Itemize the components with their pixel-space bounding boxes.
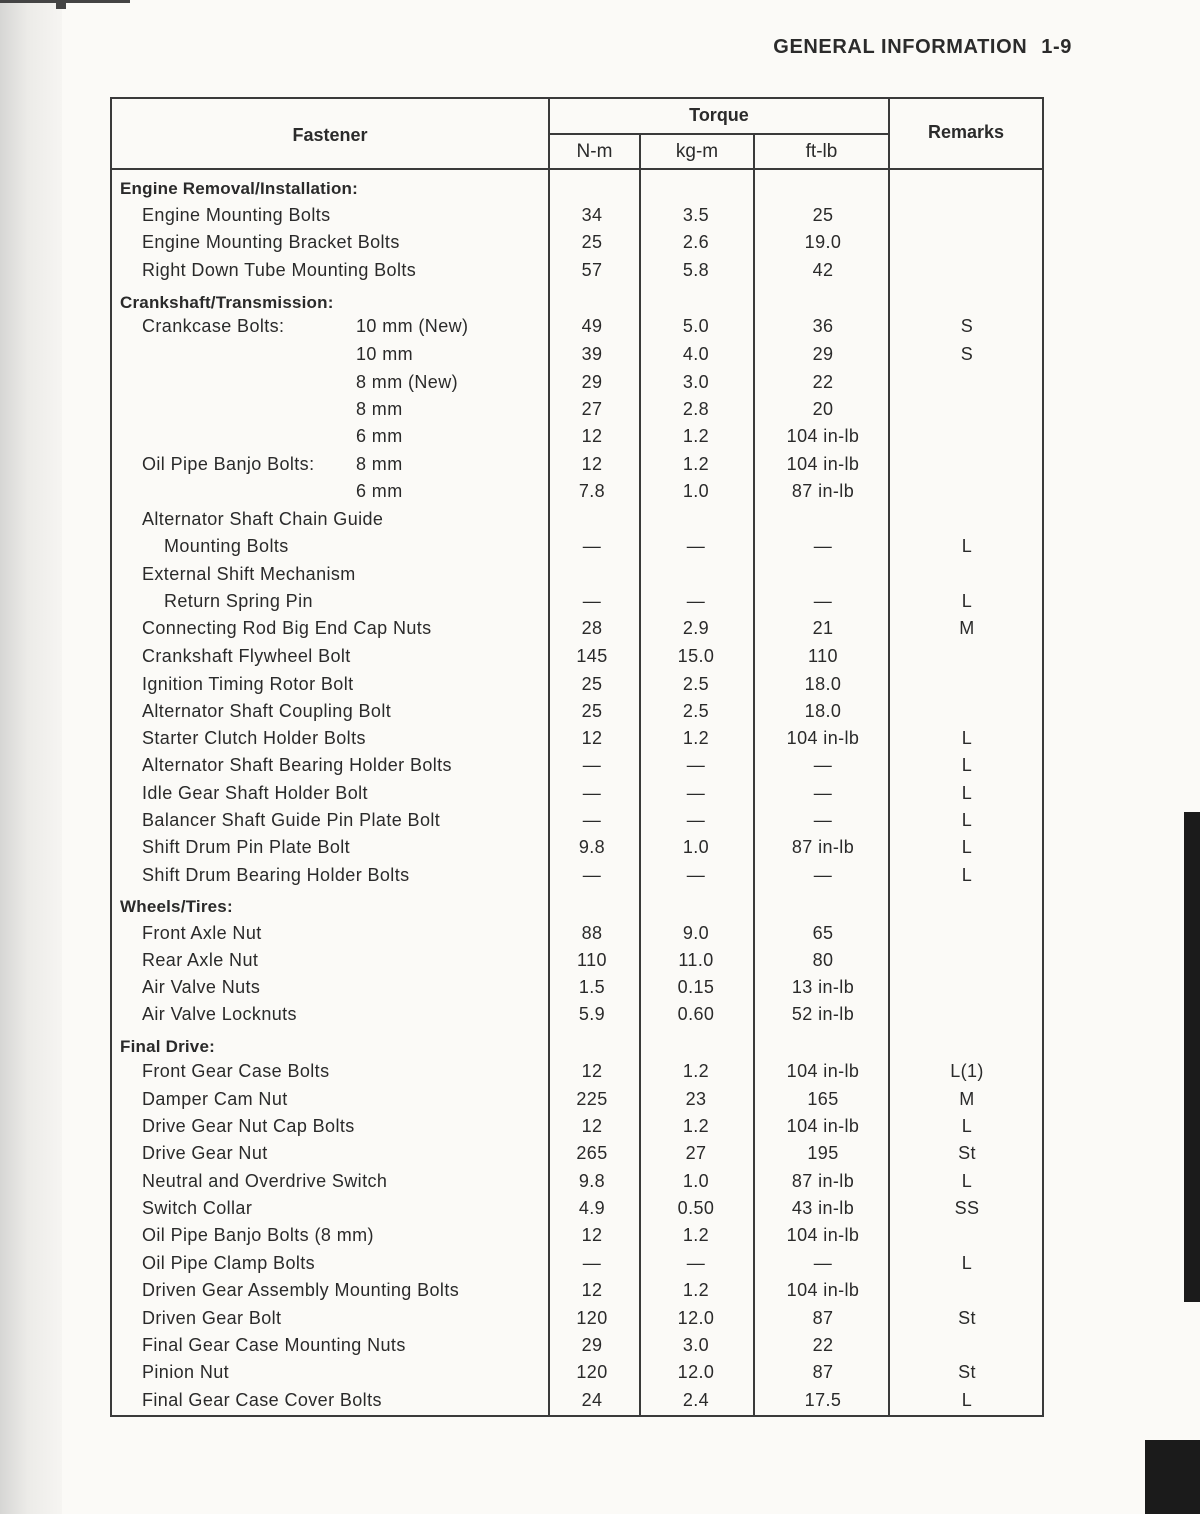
- torque-kgm: 1.2: [682, 454, 710, 474]
- section-title: GENERAL INFORMATION: [773, 36, 1028, 58]
- fastener-name: Engine Removal/Installation:: [120, 179, 358, 198]
- fastener-name: Alternator Shaft Bearing Holder Bolts: [142, 755, 452, 775]
- table-row: [112, 1195, 1042, 1222]
- fastener-name: Alternator Shaft Chain Guide: [142, 509, 384, 529]
- torque-kgm: 12.0: [677, 1362, 715, 1382]
- remarks-code: L: [961, 1116, 973, 1136]
- torque-nm: 9.8: [578, 1171, 606, 1191]
- torque-ftlb: 87: [812, 1308, 834, 1328]
- fastener-name: Pinion Nut: [142, 1362, 230, 1382]
- fastener-size: 8 mm: [356, 399, 403, 419]
- torque-nm: 25: [581, 232, 603, 252]
- torque-kgm: 1.2: [682, 1116, 710, 1136]
- torque-kgm: —: [686, 865, 706, 885]
- table-row: [112, 643, 1042, 670]
- table-row: [112, 202, 1042, 229]
- fastener-name: Final Drive:: [120, 1037, 215, 1056]
- table-row: [112, 698, 1042, 725]
- table-row: [112, 862, 1042, 889]
- table-section-header: [112, 893, 1042, 920]
- table-row: [112, 780, 1042, 807]
- torque-ftlb: 18.0: [804, 674, 842, 694]
- torque-ftlb: 104 in-lb: [786, 454, 860, 474]
- remarks-code: L: [961, 1171, 973, 1191]
- torque-nm: —: [582, 810, 602, 830]
- torque-ftlb: 42: [812, 260, 834, 280]
- torque-nm: 12: [581, 1116, 603, 1136]
- table-row: [112, 1001, 1042, 1028]
- remarks-code: M: [959, 618, 975, 638]
- torque-ftlb: 110: [808, 646, 838, 666]
- torque-nm: 28: [581, 618, 603, 638]
- fastener-size: 8 mm (New): [356, 372, 458, 392]
- table-row: [112, 533, 1042, 560]
- torque-kgm: —: [686, 536, 706, 556]
- fastener-name: Neutral and Overdrive Switch: [142, 1171, 388, 1191]
- torque-nm: 12: [581, 1061, 603, 1081]
- torque-kgm: 12.0: [677, 1308, 715, 1328]
- torque-nm: 29: [581, 372, 603, 392]
- torque-nm: 27: [581, 399, 603, 419]
- remarks-code: L: [961, 783, 973, 803]
- torque-ftlb: 22: [812, 1335, 834, 1355]
- torque-nm: 12: [581, 426, 603, 446]
- torque-kgm: 2.9: [682, 618, 710, 638]
- torque-ftlb: 104 in-lb: [786, 1280, 860, 1300]
- torque-kgm: 2.4: [682, 1390, 710, 1410]
- table-section-header: [112, 175, 1042, 202]
- remarks-code: L: [961, 591, 973, 611]
- table-row: [112, 671, 1042, 698]
- table-row: [112, 369, 1042, 396]
- remarks-code: L: [961, 755, 973, 775]
- fastener-name: Crankcase Bolts:: [142, 316, 285, 336]
- table-row: [112, 257, 1042, 284]
- table-row: [112, 974, 1042, 1001]
- torque-ftlb: 65: [812, 923, 834, 943]
- torque-kgm: —: [686, 783, 706, 803]
- fastener-name: Driven Gear Bolt: [142, 1308, 282, 1328]
- torque-ftlb: 21: [812, 618, 834, 638]
- torque-ftlb: —: [813, 1253, 833, 1273]
- table-row: [112, 561, 1042, 588]
- fastener-name: Switch Collar: [142, 1198, 253, 1218]
- torque-kgm: 1.0: [682, 1171, 710, 1191]
- table-row: [112, 1140, 1042, 1167]
- torque-nm: 12: [581, 1225, 603, 1245]
- fastener-name: Alternator Shaft Coupling Bolt: [142, 701, 392, 721]
- header-remarks: Remarks: [927, 122, 1005, 142]
- torque-ftlb: 104 in-lb: [786, 1225, 860, 1245]
- torque-nm: 110: [577, 950, 607, 970]
- torque-nm: 57: [581, 260, 603, 280]
- fastener-name: Ignition Timing Rotor Bolt: [142, 674, 354, 694]
- remarks-code: L: [961, 810, 973, 830]
- torque-kgm: 5.8: [682, 260, 710, 280]
- torque-kgm: 2.8: [682, 399, 710, 419]
- remarks-code: M: [959, 1089, 975, 1109]
- torque-nm: 49: [581, 316, 603, 336]
- torque-nm: 265: [576, 1143, 608, 1163]
- torque-kgm: 2.6: [682, 232, 710, 252]
- torque-kgm: 0.15: [677, 977, 715, 997]
- table-row: [112, 1058, 1042, 1085]
- torque-ftlb: 18.0: [804, 701, 842, 721]
- torque-ftlb: 80: [812, 950, 834, 970]
- torque-nm: —: [582, 865, 602, 885]
- torque-ftlb: 29: [812, 344, 834, 364]
- torque-kgm: 1.2: [682, 1061, 710, 1081]
- torque-kgm: 15.0: [677, 646, 715, 666]
- torque-ftlb: —: [813, 591, 833, 611]
- torque-nm: 120: [576, 1308, 608, 1328]
- fastener-name: Front Axle Nut: [142, 923, 262, 943]
- torque-ftlb: 104 in-lb: [786, 426, 860, 446]
- table-row: [112, 478, 1042, 505]
- remarks-code: S: [960, 344, 974, 364]
- torque-nm: 39: [581, 344, 603, 364]
- fastener-name: Air Valve Locknuts: [142, 1004, 297, 1024]
- torque-ftlb: 104 in-lb: [786, 1116, 860, 1136]
- torque-ftlb: —: [813, 536, 833, 556]
- table-row: [112, 1250, 1042, 1277]
- table-section-header: [112, 289, 1042, 316]
- table-row: [112, 1222, 1042, 1249]
- torque-kgm: 11.0: [678, 950, 714, 970]
- torque-nm: 25: [581, 701, 603, 721]
- torque-ftlb: 22: [812, 372, 834, 392]
- table-row: [112, 834, 1042, 861]
- torque-ftlb: 17.5: [804, 1390, 842, 1410]
- torque-ftlb: 195: [807, 1143, 839, 1163]
- torque-ftlb: 104 in-lb: [786, 728, 860, 748]
- remarks-code: St: [958, 1362, 976, 1382]
- torque-kgm: 23: [685, 1089, 707, 1109]
- torque-kgm: 2.5: [682, 674, 710, 694]
- table-row: [112, 807, 1042, 834]
- remarks-code: St: [958, 1143, 976, 1163]
- table-row: [112, 1359, 1042, 1386]
- torque-ftlb: 165: [807, 1089, 839, 1109]
- torque-nm: 7.8: [578, 481, 606, 501]
- torque-nm: 88: [581, 923, 603, 943]
- fastener-name: Connecting Rod Big End Cap Nuts: [142, 618, 432, 638]
- torque-nm: 12: [581, 1280, 603, 1300]
- header-fastener: Fastener: [292, 125, 368, 145]
- fastener-name: Front Gear Case Bolts: [142, 1061, 330, 1081]
- torque-kgm: 1.2: [682, 1280, 710, 1300]
- torque-kgm: —: [686, 810, 706, 830]
- remarks-code: L: [961, 1390, 973, 1410]
- torque-ftlb: —: [813, 865, 833, 885]
- table-section-header: [112, 1033, 1042, 1060]
- fastener-name: Mounting Bolts: [164, 536, 289, 556]
- fastener-name: Engine Mounting Bolts: [142, 205, 331, 225]
- fastener-name: External Shift Mechanism: [142, 564, 356, 584]
- torque-kgm: 3.0: [682, 372, 710, 392]
- torque-ftlb: 36: [812, 316, 834, 336]
- torque-nm: 1.5: [578, 977, 606, 997]
- torque-kgm: 27: [685, 1143, 707, 1163]
- torque-ftlb: 13 in-lb: [791, 977, 855, 997]
- table-row: [112, 1387, 1042, 1414]
- torque-nm: —: [582, 536, 602, 556]
- remarks-code: L: [961, 536, 973, 556]
- torque-ftlb: 20: [812, 399, 834, 419]
- torque-kgm: —: [686, 1253, 706, 1273]
- fastener-name: Balancer Shaft Guide Pin Plate Bolt: [142, 810, 441, 830]
- fastener-size: 8 mm: [356, 454, 403, 474]
- table-row: [112, 1086, 1042, 1113]
- torque-kgm: 1.2: [682, 426, 710, 446]
- torque-kgm: 0.50: [677, 1198, 715, 1218]
- fastener-name: Drive Gear Nut Cap Bolts: [142, 1116, 355, 1136]
- torque-kgm: —: [686, 591, 706, 611]
- fastener-name: Drive Gear Nut: [142, 1143, 268, 1163]
- header-unit-kgm: kg-m: [675, 141, 719, 162]
- fastener-name: Air Valve Nuts: [142, 977, 261, 997]
- table-row: [112, 229, 1042, 256]
- torque-kgm: 1.0: [682, 837, 710, 857]
- torque-ftlb: 87: [812, 1362, 834, 1382]
- torque-kgm: 2.5: [682, 701, 710, 721]
- fastener-size: 6 mm: [356, 426, 403, 446]
- table-row: [112, 1277, 1042, 1304]
- torque-nm: 145: [576, 646, 608, 666]
- torque-ftlb: 43 in-lb: [791, 1198, 855, 1218]
- torque-nm: 12: [581, 454, 603, 474]
- torque-ftlb: —: [813, 755, 833, 775]
- torque-nm: 225: [576, 1089, 608, 1109]
- table-row: [112, 920, 1042, 947]
- torque-ftlb: —: [813, 810, 833, 830]
- torque-kgm: 1.2: [682, 1225, 710, 1245]
- remarks-code: L: [961, 837, 973, 857]
- torque-kgm: 4.0: [682, 344, 710, 364]
- torque-nm: 29: [581, 1335, 603, 1355]
- fastener-name: Oil Pipe Clamp Bolts: [142, 1253, 316, 1273]
- torque-ftlb: —: [813, 783, 833, 803]
- fastener-name: Right Down Tube Mounting Bolts: [142, 260, 417, 280]
- torque-kgm: 0.60: [677, 1004, 715, 1024]
- fastener-name: Rear Axle Nut: [142, 950, 259, 970]
- fastener-name: Final Gear Case Mounting Nuts: [142, 1335, 406, 1355]
- fastener-name: Oil Pipe Banjo Bolts (8 mm): [142, 1225, 374, 1245]
- fastener-name: Damper Cam Nut: [142, 1089, 288, 1109]
- table-row: [112, 341, 1042, 368]
- table-row: [112, 1113, 1042, 1140]
- fastener-size: 10 mm (New): [356, 316, 469, 336]
- torque-ftlb: 25: [812, 205, 834, 225]
- table-row: [112, 752, 1042, 779]
- header-unit-nm: N-m: [576, 141, 613, 162]
- fastener-name: Starter Clutch Holder Bolts: [142, 728, 366, 748]
- fastener-name: Shift Drum Bearing Holder Bolts: [142, 865, 410, 885]
- fastener-name: Shift Drum Pin Plate Bolt: [142, 837, 351, 857]
- torque-nm: —: [582, 783, 602, 803]
- fastener-name: Final Gear Case Cover Bolts: [142, 1390, 382, 1410]
- torque-nm: 34: [581, 205, 603, 225]
- remarks-code: L: [961, 865, 973, 885]
- torque-nm: 25: [581, 674, 603, 694]
- table-row: [112, 451, 1042, 478]
- torque-nm: 12: [581, 728, 603, 748]
- fastener-name: Return Spring Pin: [164, 591, 313, 611]
- torque-kgm: 3.5: [682, 205, 710, 225]
- torque-ftlb: 104 in-lb: [786, 1061, 860, 1081]
- page-number: 1-9: [1041, 36, 1072, 58]
- torque-nm: 5.9: [578, 1004, 606, 1024]
- fastener-name: Crankshaft/Transmission:: [120, 293, 334, 312]
- torque-nm: 24: [581, 1390, 603, 1410]
- remarks-code: L(1): [950, 1061, 984, 1081]
- table-row: [112, 725, 1042, 752]
- table-row: [112, 1305, 1042, 1332]
- fastener-name: Crankshaft Flywheel Bolt: [142, 646, 351, 666]
- fastener-name: Engine Mounting Bracket Bolts: [142, 232, 400, 252]
- torque-kgm: 1.0: [682, 481, 710, 501]
- fastener-name: Oil Pipe Banjo Bolts:: [142, 454, 315, 474]
- torque-nm: 4.9: [578, 1198, 606, 1218]
- torque-nm: —: [582, 591, 602, 611]
- header-unit-ftlb: ft-lb: [805, 141, 838, 162]
- remarks-code: L: [961, 1253, 973, 1273]
- remarks-code: L: [961, 728, 973, 748]
- torque-ftlb: 87 in-lb: [791, 837, 855, 857]
- torque-nm: 120: [576, 1362, 608, 1382]
- fastener-name: Driven Gear Assembly Mounting Bolts: [142, 1280, 460, 1300]
- table-row: [112, 396, 1042, 423]
- torque-ftlb: 19.0: [804, 232, 842, 252]
- table-row: [112, 1168, 1042, 1195]
- torque-kgm: —: [686, 755, 706, 775]
- torque-kgm: 5.0: [682, 316, 710, 336]
- fastener-size: 10 mm: [356, 344, 414, 364]
- torque-nm: —: [582, 755, 602, 775]
- remarks-code: SS: [954, 1198, 980, 1218]
- fastener-name: Idle Gear Shaft Holder Bolt: [142, 783, 368, 803]
- torque-nm: —: [582, 1253, 602, 1273]
- fastener-size: 6 mm: [356, 481, 403, 501]
- torque-kgm: 3.0: [682, 1335, 710, 1355]
- torque-ftlb: 87 in-lb: [791, 481, 855, 501]
- remarks-code: St: [958, 1308, 976, 1328]
- table-row: [112, 947, 1042, 974]
- table-row: [112, 1332, 1042, 1359]
- torque-ftlb: 52 in-lb: [791, 1004, 855, 1024]
- remarks-code: S: [960, 316, 974, 336]
- header-torque: Torque: [689, 105, 749, 125]
- torque-ftlb: 87 in-lb: [791, 1171, 855, 1191]
- table-row: [112, 588, 1042, 615]
- table-row: [112, 506, 1042, 533]
- torque-nm: 9.8: [578, 837, 606, 857]
- table-row: [112, 615, 1042, 642]
- torque-kgm: 9.0: [682, 923, 710, 943]
- torque-kgm: 1.2: [682, 728, 710, 748]
- table-row: [112, 423, 1042, 450]
- fastener-name: Wheels/Tires:: [120, 897, 233, 916]
- table-row: [112, 313, 1042, 340]
